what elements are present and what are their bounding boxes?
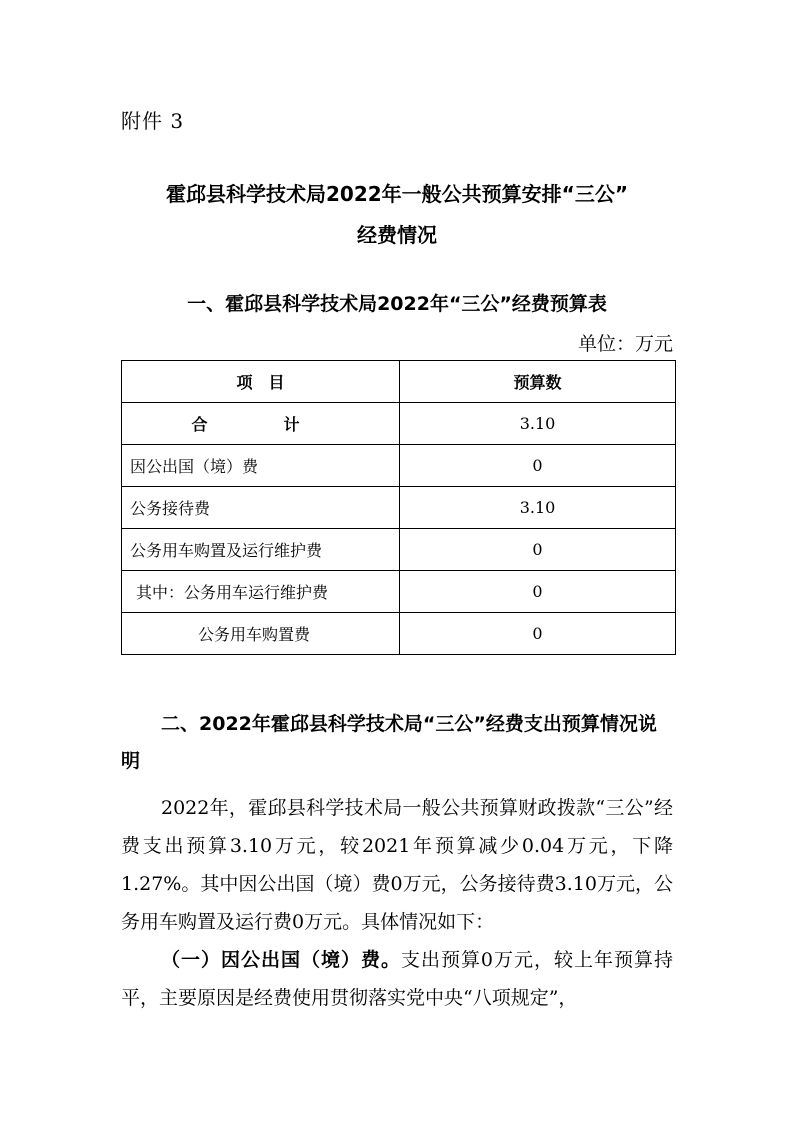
- row-label: 因公出国（境）费: [122, 445, 400, 487]
- row-label: 其中：公务用车运行维护费: [122, 571, 400, 613]
- table-row: [122, 613, 676, 655]
- row-value: 0: [400, 571, 676, 613]
- paragraph-2-lead: （一）因公出国（境）费。: [161, 949, 401, 971]
- attachment-label: 附件 3: [121, 109, 185, 133]
- document-title-line-1: 霍邱县科学技术局2022年一般公共预算安排“三公”: [166, 182, 628, 206]
- table-row: [122, 571, 676, 613]
- row-value: 0: [400, 529, 676, 571]
- section2-heading: 二、2022年霍邱县科学技术局“三公”经费支出预算情况说明: [121, 713, 657, 772]
- row-value: 0: [400, 445, 676, 487]
- row-value: 3.10: [400, 403, 676, 445]
- table-row-total: [122, 403, 676, 445]
- section1-heading: 一、霍邱县科学技术局2022年“三公”经费预算表: [187, 293, 607, 315]
- section2-paragraph-1: 2022年，霍邱县科学技术局一般公共预算财政拨款“三公”经费支出预算3.10万元，较2021年预算减少0.04万元，下降1.27%。其中因公出国（境）费0万元，公务接待费3.10万元，公务用车购置及运行费0万元。具体情况如下：: [121, 797, 673, 933]
- table-row: [122, 445, 676, 487]
- paragraph-2-text: 支出预算0万元，较上年预算持平，主要原因是经费使用贯彻落实党中央“八项规定”，: [121, 949, 673, 1009]
- row-label: 公务接待费: [122, 487, 400, 529]
- row-value: 3.10: [400, 487, 676, 529]
- table-unit-label: 单位：万元: [577, 333, 673, 355]
- table-row: [122, 487, 676, 529]
- row-label: 公务用车购置费: [122, 613, 400, 655]
- table-row: [122, 529, 676, 571]
- section2-paragraph-2: [121, 941, 673, 1017]
- row-value: 0: [400, 613, 676, 655]
- document-title-line-2: 经费情况: [357, 223, 437, 247]
- three-public-budget-table: [121, 360, 676, 655]
- table-header-item: 项 目: [122, 361, 400, 403]
- table-header-budget: 预算数: [400, 361, 676, 403]
- row-label: 公务用车购置及运行维护费: [122, 529, 400, 571]
- row-label: 合 计: [122, 403, 400, 445]
- table-header-row: [122, 361, 676, 403]
